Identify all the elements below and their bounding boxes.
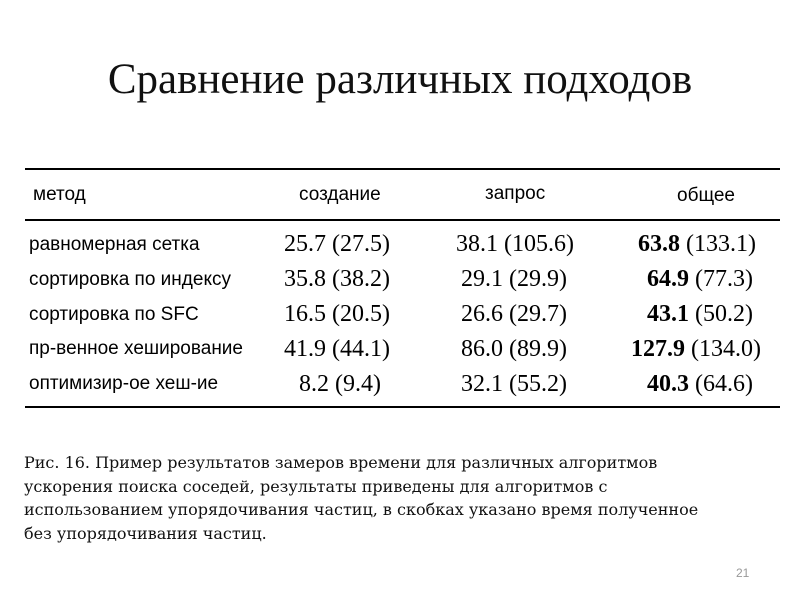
header-method: метод <box>33 184 86 205</box>
header-query: запрос <box>485 183 546 204</box>
row-total-best: 127.9 <box>631 336 685 362</box>
caption-line: использованием упорядочивания частиц, в скобках указано время полученное <box>24 500 699 519</box>
row-create: 41.9 (44.1) <box>284 336 390 362</box>
row-method: сортировка по индексу <box>29 269 231 290</box>
table-header-rule <box>25 219 780 221</box>
table-bottom-rule <box>25 406 780 408</box>
row-total <box>631 334 761 364</box>
slide-title: Сравнение различных подходов <box>107 56 693 103</box>
row-query: 29.1 (29.9) <box>461 266 567 292</box>
row-total-best: 43.1 <box>647 301 689 327</box>
caption-line: Рис. 16. Пример результатов замеров времени для различных алгоритмов <box>24 453 658 472</box>
row-total-unsorted: (77.3) <box>689 266 753 292</box>
results-table <box>25 168 780 408</box>
figure-caption <box>24 451 784 545</box>
row-method: пр-венное хеширование <box>29 338 243 359</box>
caption-line: ускорения поиска соседей, результаты приведены для алгоритмов с <box>24 476 608 496</box>
row-query: 26.6 (29.7) <box>461 301 567 327</box>
row-total-best: 63.8 <box>638 231 680 257</box>
row-query: 86.0 (89.9) <box>461 336 567 362</box>
row-total-unsorted: (50.2) <box>689 301 753 327</box>
row-method: равномерная сетка <box>29 234 200 255</box>
row-total <box>647 264 753 294</box>
row-total-unsorted: (64.6) <box>689 371 753 397</box>
header-create: создание <box>299 184 381 205</box>
table-top-rule <box>25 168 780 170</box>
row-query: 38.1 (105.6) <box>456 231 574 257</box>
page-number: 21 <box>736 566 750 580</box>
row-create: 8.2 (9.4) <box>299 371 381 397</box>
row-total-best: 64.9 <box>647 266 689 292</box>
row-total <box>638 229 756 259</box>
row-create: 16.5 (20.5) <box>284 301 390 327</box>
row-create: 35.8 (38.2) <box>284 266 390 292</box>
row-method: оптимизир-ое хеш-ие <box>29 373 219 394</box>
row-create: 25.7 (27.5) <box>284 231 390 257</box>
row-method: сортировка по SFC <box>29 304 199 325</box>
row-query: 32.1 (55.2) <box>461 371 567 397</box>
header-total: общее <box>677 185 736 206</box>
row-total-unsorted: (134.0) <box>685 336 761 362</box>
row-total-unsorted: (133.1) <box>680 231 756 257</box>
row-total <box>647 369 753 399</box>
row-total <box>647 299 753 329</box>
row-total-best: 40.3 <box>647 371 689 397</box>
caption-line: без упорядочивания частиц. <box>24 523 267 543</box>
